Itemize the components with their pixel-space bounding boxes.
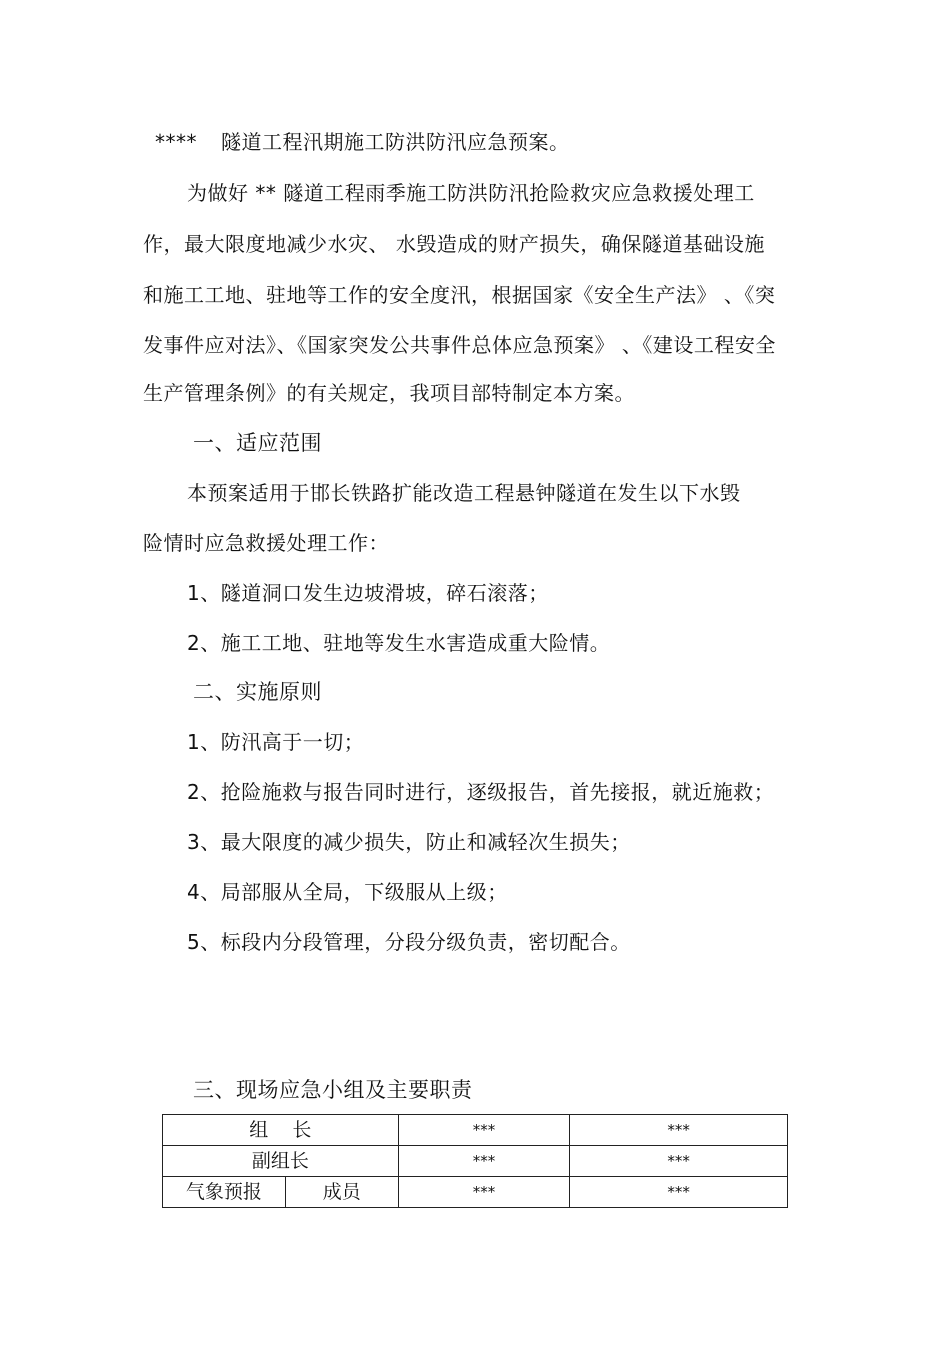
deputy-leader-label: 副组长 — [163, 1146, 399, 1177]
section1-heading: 一、适应范围 — [193, 431, 322, 455]
section1-item-2: 2、施工工地、驻地等发生水害造成重大险情。 — [187, 631, 611, 655]
member-contact: *** — [570, 1177, 788, 1208]
section2-item-1: 1、防汛高于一切； — [187, 730, 365, 754]
intro-line-2: 作，最大限度地减少水灾、 水毁造成的财产损失，确保隧道基础设施 — [143, 232, 765, 256]
member-label: 成员 — [285, 1177, 398, 1208]
emergency-team-table — [162, 1114, 788, 1208]
section2-item-4: 4、局部服从全局，下级服从上级； — [187, 880, 508, 904]
section2-item-2: 2、抢险施救与报告同时进行，逐级报告，首先接报，就近施救； — [187, 780, 775, 804]
section2-heading: 二、实施原则 — [193, 680, 322, 704]
table-row — [163, 1115, 788, 1146]
table-row — [163, 1177, 788, 1208]
intro-line-5: 生产管理条例》的有关规定，我项目部特制定本方案。 — [143, 381, 635, 405]
title-text: 隧道工程汛期施工防洪防汛应急预案。 — [221, 130, 570, 154]
section1-item-1: 1、隧道洞口发生边坡滑坡，碎石滚落； — [187, 581, 549, 605]
intro-line-3: 和施工工地、驻地等工作的安全度汛，根据国家《安全生产法》 、《突 — [143, 283, 776, 307]
member-name: *** — [398, 1177, 570, 1208]
section3-heading: 三、现场应急小组及主要职责 — [193, 1078, 473, 1102]
section2-item-5: 5、标段内分段管理，分段分级负责，密切配合。 — [187, 930, 631, 954]
team-leader-name: *** — [398, 1115, 570, 1146]
table-row — [163, 1146, 788, 1177]
team-leader-label: 组 长 — [163, 1115, 399, 1146]
team-leader-contact: *** — [570, 1115, 788, 1146]
intro-line-1: 为做好 ** 隧道工程雨季施工防洪防汛抢险救灾应急救援处理工 — [187, 181, 755, 205]
intro-line-4: 发事件应对法》、《国家突发公共事件总体应急预案》 、《建设工程安全 — [143, 333, 776, 357]
section1-para-2: 险情时应急救援处理工作： — [143, 531, 389, 555]
weather-group-label: 气象预报 — [163, 1177, 286, 1208]
section2-item-3: 3、最大限度的减少损失，防止和减轻次生损失； — [187, 830, 631, 854]
section1-para-1: 本预案适用于邯长铁路扩能改造工程悬钟隧道在发生以下水毁 — [187, 481, 741, 505]
title-prefix: **** — [155, 130, 197, 154]
document-title — [155, 129, 570, 155]
deputy-leader-name: *** — [398, 1146, 570, 1177]
deputy-leader-contact: *** — [570, 1146, 788, 1177]
